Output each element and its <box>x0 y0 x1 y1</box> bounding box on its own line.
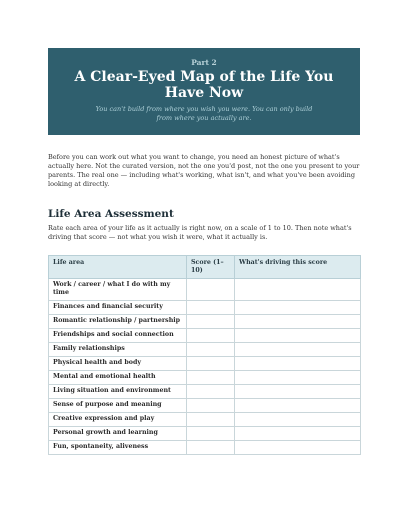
score-cell[interactable] <box>187 385 235 399</box>
driver-cell[interactable] <box>235 279 361 301</box>
table-row <box>49 343 361 357</box>
table-row <box>49 441 361 455</box>
life-area-cell: Family relationships <box>49 343 187 357</box>
table-row <box>49 279 361 301</box>
score-cell[interactable] <box>187 399 235 413</box>
life-area-cell: Work / career / what I do with my time <box>49 279 187 301</box>
score-cell[interactable] <box>187 329 235 343</box>
column-header-score: Score (1–10) <box>187 256 235 279</box>
table-row <box>49 413 361 427</box>
driver-cell[interactable] <box>235 357 361 371</box>
part-banner <box>48 48 360 135</box>
driver-cell[interactable] <box>235 371 361 385</box>
score-cell[interactable] <box>187 427 235 441</box>
score-cell[interactable] <box>187 315 235 329</box>
section-instructions: Rate each area of your life as it actually is right now, on a scale of 1 to 10. Then note what's driving that score — not what you wish it were, what it actually is. <box>48 224 352 241</box>
section-heading: Life Area Assessment <box>48 208 174 220</box>
table-body <box>49 279 361 455</box>
score-cell[interactable] <box>187 371 235 385</box>
score-cell[interactable] <box>187 343 235 357</box>
page-title: A Clear-Eyed Map of the Life You Have Now <box>74 69 334 101</box>
table-row <box>49 371 361 385</box>
life-area-cell: Creative expression and play <box>49 413 187 427</box>
table-row <box>49 399 361 413</box>
life-area-cell: Living situation and environment <box>49 385 187 399</box>
score-cell[interactable] <box>187 279 235 301</box>
table-row <box>49 329 361 343</box>
score-cell[interactable] <box>187 357 235 371</box>
table-row <box>49 385 361 399</box>
life-area-table <box>48 255 361 455</box>
table-header-row <box>49 256 361 279</box>
intro-paragraph: Before you can work out what you want to change, you need an honest picture of what's actually here. Not the curated version, not the one you'd post, not the one you present to your parents. The real one — including what's working, what isn't, and what you've been avoiding looking at directly. <box>48 153 360 188</box>
score-cell[interactable] <box>187 441 235 455</box>
life-area-cell: Mental and emotional health <box>49 371 187 385</box>
life-area-cell: Romantic relationship / partnership <box>49 315 187 329</box>
driver-cell[interactable] <box>235 301 361 315</box>
score-cell[interactable] <box>187 301 235 315</box>
driver-cell[interactable] <box>235 315 361 329</box>
driver-cell[interactable] <box>235 385 361 399</box>
life-area-cell: Physical health and body <box>49 357 187 371</box>
score-cell[interactable] <box>187 413 235 427</box>
driver-cell[interactable] <box>235 399 361 413</box>
driver-cell[interactable] <box>235 441 361 455</box>
table-row <box>49 301 361 315</box>
life-area-cell: Fun, spontaneity, aliveness <box>49 441 187 455</box>
life-area-cell: Friendships and social connection <box>49 329 187 343</box>
driver-cell[interactable] <box>235 413 361 427</box>
driver-cell[interactable] <box>235 343 361 357</box>
life-area-cell: Personal growth and learning <box>49 427 187 441</box>
driver-cell[interactable] <box>235 427 361 441</box>
table-row <box>49 357 361 371</box>
driver-cell[interactable] <box>235 329 361 343</box>
table-row <box>49 427 361 441</box>
column-header-area: Life area <box>49 256 187 279</box>
life-area-cell: Finances and financial security <box>49 301 187 315</box>
column-header-driver: What's driving this score <box>235 256 361 279</box>
page-subtitle: You can't build from where you wish you were. You can only build from where you actually are. <box>95 105 313 122</box>
table-row <box>49 315 361 329</box>
part-label: Part 2 <box>191 58 217 67</box>
life-area-cell: Sense of purpose and meaning <box>49 399 187 413</box>
